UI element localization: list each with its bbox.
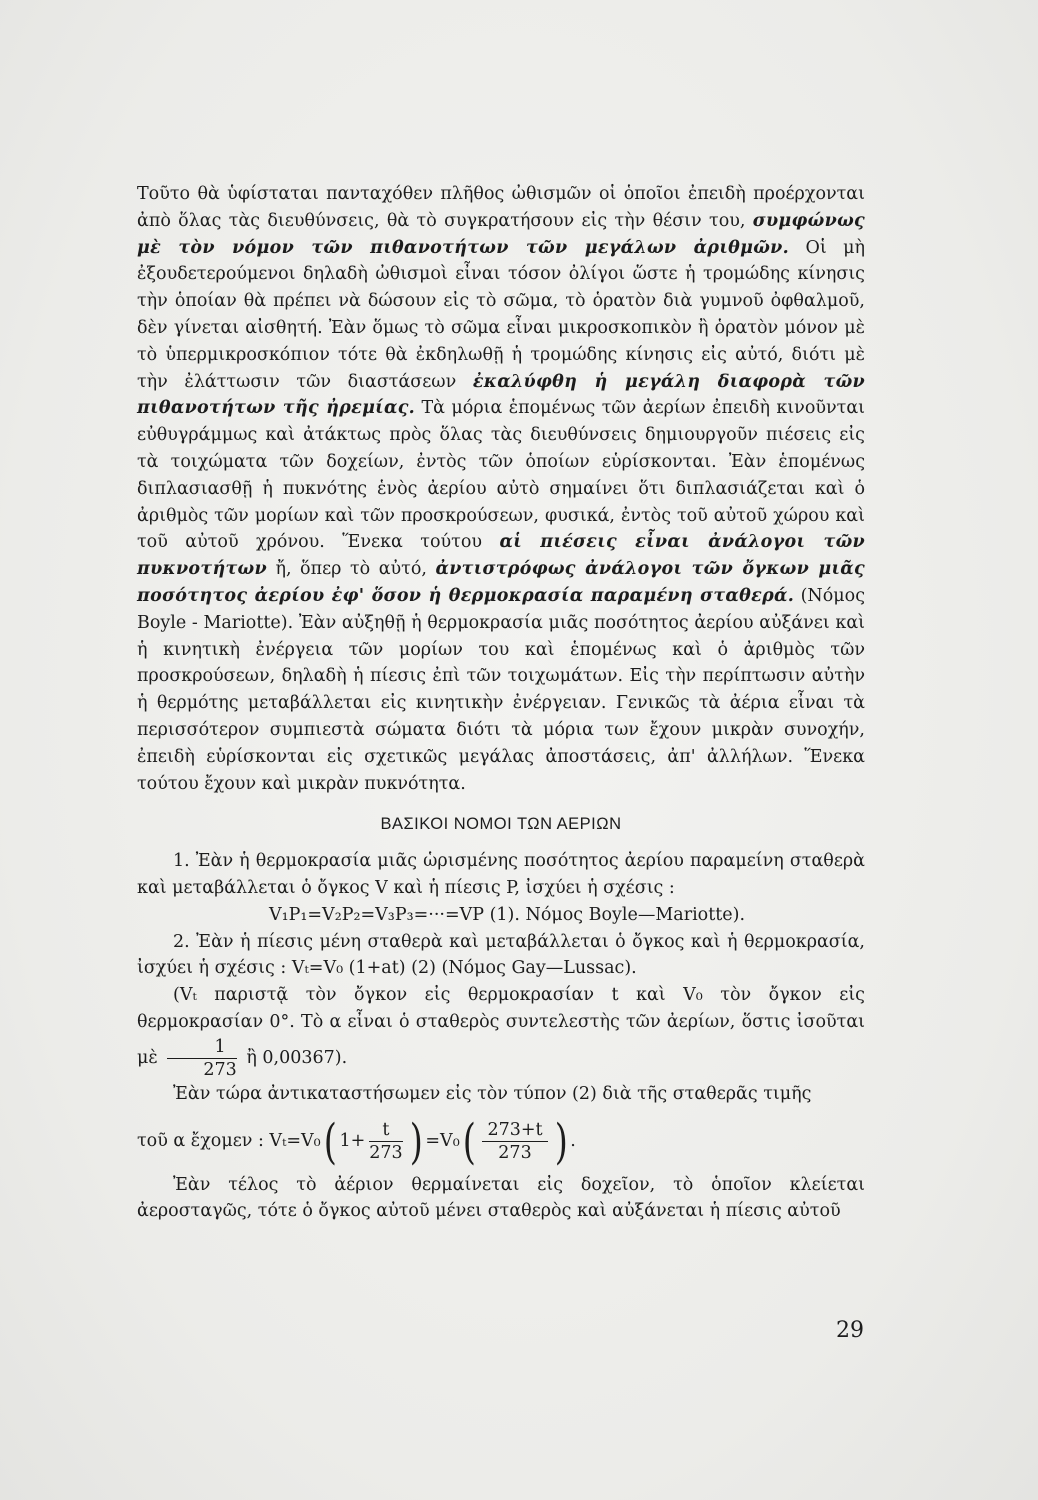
text-span: (Νόμος Boyle - Mariotte). Ἐὰν αὐξηθῇ ἡ θερμοκρασία μιᾶς ποσότητος ἀερίου αὐξάνει καὶ ἡ κινητικὴ ἐνέργεια τῶν μορίων του καὶ ἑπομένως καὶ ὁ ἀριθμὸς τῶν προσκρούσεων, δηλαδὴ ἡ πίεσις ἐπὶ τῶν τοιχωμάτων. Εἰς τὴν περίπτωσιν αὐτὴν ἡ θερμότης μεταβάλλεται εἰς κινητικὴν ἐνέργειαν. Γενικῶς τὰ ἀέρια εἶναι τὰ περισσότερον συμπιεστὰ σώματα διότι τὰ μόρια των ἔχουν μικρὰν συνοχήν, ἐπειδὴ εὑρίσκονται εἰς σχετικῶς μεγάλας ἀποστάσεις, ἀπ' ἀλλήλων. Ἕνεκα τούτου ἔχουν καὶ μικρὰν πυκνότητα.	[137, 585, 865, 794]
fraction-t-over-273	[369, 1119, 402, 1164]
text-line: Τοῦτο θὰ ὑφίσταται πανταχόθεν πλῆθος ὠθισμῶν οἱ ὁποῖοι ἐπειδὴ προέρχονται ἀπὸ ὅλας τὰς διευθύνσεις, θὰ τὸ συγκρατήσουν εἰς τὴν θέσιν του,	[137, 184, 865, 231]
section-heading: ΒΑΣΙΚΟΙ ΝΟΜΟΙ ΤΩΝ ΑΕΡΙΩΝ	[380, 815, 622, 834]
fraction-1-over-273	[167, 1036, 236, 1081]
fraction-denominator: 273	[203, 1059, 237, 1080]
law2-note	[137, 982, 865, 1081]
fraction-denominator: 273	[369, 1143, 403, 1163]
text-span: Τὰ μόρια ἑπομένως τῶν ἀερίων ἐπειδὴ κινοῦνται εὐθυγράμμως καὶ ἀτάκτως πρὸς ὅλας τὰς διευθύνσεις δημιουργοῦν πιέσεις εἰς τὰ τοιχώματα τῶν δοχείων, ἐντὸς τῶν ὁποίων εὑρίσκονται. Ἐὰν ἑπομένως διπλασιασθῇ ἡ πυκνότης ἑνὸς ἀερίου αὐτὸ σημαίνει ὅτι διπλασιάζεται καὶ ὁ ἀριθμὸς τῶν μορίων καὶ τῶν προσκρούσεων, φυσικά, ἐντὸς τοῦ αὐτοῦ χώρου καὶ τοῦ αὐτοῦ χρόνου. Ἕνεκα τούτου	[137, 398, 865, 553]
law2-text: 2. Ἐὰν ἡ πίεσις μένη σταθερὰ καὶ μεταβάλλεται ὁ ὄγκος καὶ ἡ θερμοκρασία, ἰσχύει ἡ σχέσις : Vₜ=V₀ (1+at) (2) (Νόμος Gay—Lussac).	[137, 931, 865, 979]
one-plus: 1+	[339, 1131, 366, 1152]
fraction-numerator: 1	[167, 1036, 236, 1059]
body-text	[137, 181, 865, 1225]
right-paren-icon: )	[554, 1113, 568, 1170]
note-text: (Vₜ παριστᾷ τὸν ὄγκον εἰς θερμοκρασίαν t καὶ V₀ τὸν ὄγκον εἰς θερμοκρασίαν 0°. Τὸ α εἶναι ὁ σταθερὸς συντελεστὴς τῶν ἀερίων, ὅστις ἰσοῦται μὲ	[137, 985, 865, 1068]
bold-pressures: αἱ πιέσεις εἶναι ἀνάλογοι τῶν πυκνοτήτων	[137, 532, 865, 580]
equation-end: .	[570, 1131, 576, 1152]
right-paren-icon: )	[409, 1113, 423, 1170]
page-number: 29	[836, 1318, 864, 1343]
substitution-text: Ἐὰν τώρα ἀντικαταστήσωμεν εἰς τὸν τύπον (2) διὰ τῆς σταθερᾶς τιμῆς	[173, 1083, 812, 1104]
law1-formula: V₁P₁=V₂P₂=V₃P₃=···=VP (1). Νόμος Boyle—Mariotte).	[268, 904, 746, 925]
bold-difference: ἐκαλύφθη ἡ μεγάλη διαφορὰ τῶν πιθανοτήτων τῆς ἠρεμίας.	[137, 371, 865, 419]
fraction-numerator: t	[369, 1119, 402, 1142]
equals-v0: =V₀	[425, 1131, 460, 1152]
note-end: ἢ 0,00367).	[246, 1047, 348, 1068]
fraction-numerator: 273+t	[482, 1119, 547, 1142]
fraction-denominator: 273	[498, 1143, 532, 1163]
text-span: ἤ, ὅπερ τὸ αὐτό,	[266, 559, 436, 580]
law1-text: 1. Ἐὰν ἡ θερμοκρασία μιᾶς ὡρισμένης ποσότητος ἀερίου παραμείνη σταθερὰ καὶ μεταβάλλεται ὁ ὄγκος V καὶ ἡ πίεσις P, ἰσχύει ἡ σχέσις :	[137, 851, 865, 898]
bold-law-probabilities: συμφώνως μὲ τὸν νόμον τῶν πιθανοτήτων τῶν μεγάλων ἀριθμῶν.	[137, 210, 865, 258]
fraction-273t-over-273	[482, 1119, 547, 1164]
final-paragraph: Ἐὰν τέλος τὸ ἀέριον θερμαίνεται εἰς δοχεῖον, τὸ ὁποῖον κλείεται ἀεροσταγῶς, τότε ὁ ὄγκος αὐτοῦ μένει σταθερὸς καὶ αὐξάνεται ἡ πίεσις αὐτοῦ	[137, 1174, 865, 1222]
left-paren-icon: (	[462, 1113, 476, 1170]
left-paren-icon: (	[323, 1113, 337, 1170]
equation-lead: τοῦ α ἔχομεν : Vₜ=V₀	[137, 1131, 321, 1152]
text-span: Οἱ μὴ ἐξουδετερούμενοι δηλαδὴ ὠθισμοὶ εἶναι τόσον ὀλίγοι ὥστε ἡ τρομώδης κίνησις τὴν ὁποίαν θὰ πρέπει νὰ δώσουν εἰς τὸ σῶμα, τὸ ὁρατὸν διὰ γυμνοῦ ὀφθαλμοῦ, δὲν γίνεται αἰσθητή. Ἐὰν ὅμως τὸ σῶμα εἶναι μικροσκοπικὸν ἢ ὁρατὸν μόνον μὲ τὸ ὑπερμικροσκόπιον τότε θὰ ἐκδηλωθῇ ἡ τρομώδης κίνησις εἰς αὐτό, διότι μὲ τὴν ἐλάττωσιν τῶν διαστάσεων	[137, 237, 865, 392]
substitution-equation	[137, 1112, 865, 1172]
paragraph-brownian	[137, 181, 865, 797]
bold-inverse: ἀντιστρόφως ἀνάλογοι τῶν ὄγκων μιᾶς ποσότητος ἀερίου ἐφ' ὅσον ἡ θερμοκρασία παραμένη σταθερά.	[137, 559, 865, 606]
